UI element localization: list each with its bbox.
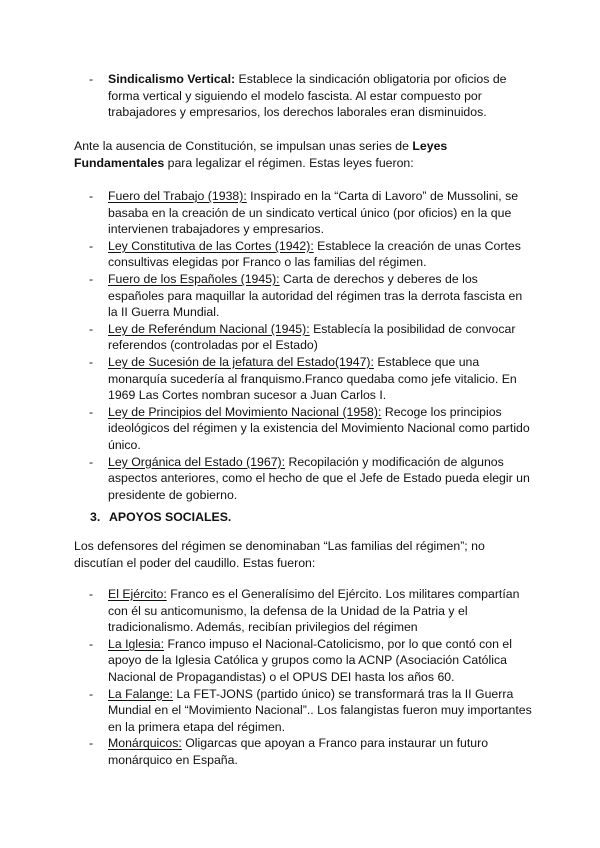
apoyos-sociales-list [74, 586, 534, 769]
apoyo-title: El Ejército: [108, 587, 167, 601]
bullet-dash: - [89, 271, 94, 286]
ley-text: Recoge los principios ideológicos del régimen y la existencia del Movimiento Nacional como partido único. [108, 404, 530, 452]
bullet-dash: - [89, 238, 94, 253]
list-item [74, 735, 534, 768]
apoyo-title: La Iglesia: [108, 636, 165, 651]
bullet-dash: - [89, 736, 94, 751]
list-item [74, 454, 534, 504]
list-item [74, 404, 534, 454]
list-item [74, 71, 534, 121]
ley-text: Establecía la posibilidad de convocar referendos (controladas por el Estado) [108, 321, 516, 353]
apoyo-title: Monárquicos: [108, 736, 182, 751]
bullet-dash: - [89, 72, 94, 86]
ley-text: Inspirado en la “Carta di Lavoro” de Mussolini, se basaba en la creación de un sindicato vertical único (por oficios) en la que intervienen trabajadores y empresarios. [108, 189, 519, 237]
section-number: 3. [90, 510, 101, 524]
leyes-fundamentales-list [74, 188, 534, 503]
intro-bold: Leyes Fundamentales [74, 139, 448, 170]
apoyo-text: Franco impuso el Nacional-Catolicismo, por lo que contó con el apoyo de la Iglesia Católica y grupos como la ACNP (Asociación Católica Nacional de Propagandistas) o el OPUS DEI hasta los años 60. [108, 636, 512, 684]
ley-title: Fuero de los Españoles (1945): [108, 271, 280, 286]
bullet-dash: - [89, 321, 94, 336]
list-item [74, 271, 534, 321]
list-item [74, 636, 534, 686]
section-heading [74, 509, 231, 526]
intro-after: para legalizar el régimen. Estas leyes fueron: [164, 155, 414, 170]
apoyo-title: La Falange: [108, 686, 173, 701]
list-item [74, 686, 534, 736]
ley-title: Fuero del Trabajo (1938): [108, 189, 247, 203]
ley-title: Ley Orgánica del Estado (1967): [108, 454, 286, 469]
bullet-dash: - [89, 354, 94, 369]
ley-title: Ley Constitutiva de las Cortes (1942): [108, 238, 314, 253]
item-text: Establece la sindicación obligatoria por oficios de forma vertical y siguiendo el modelo fascista. Al estar compuesto por trabajadores y empresarios, los derechos laborales eran disminuidos. [108, 72, 507, 120]
list-item [74, 188, 534, 238]
bullet-dash: - [89, 587, 94, 601]
list-item [74, 321, 534, 354]
section-title: APOYOS SOCIALES. [109, 510, 232, 524]
sindicalismo-list [74, 71, 534, 121]
list-item [74, 238, 534, 271]
list-item [74, 586, 534, 636]
apoyo-text: La FET-JONS (partido único) se transformará tras la II Guerra Mundial en el “Movimiento Nacional”.. Los falangistas fueron muy importantes en la primera etapa del régimen. [108, 686, 532, 734]
ley-text: Establece la creación de unas Cortes consultivas elegidas por Franco o las familias del régimen. [108, 238, 521, 270]
bullet-dash: - [89, 454, 94, 469]
apoyos-intro-paragraph: Los defensores del régimen se denominaban “Las familias del régimen”; no discutían el poder del caudillo. Estas fueron: [74, 539, 485, 570]
leyes-intro-paragraph [74, 138, 534, 171]
apoyo-text: Franco es el Generalísimo del Ejército. Los militares compartían con él su anticomunismo, la defensa de la Unidad de la Patria y el tradicionalismo. Además, recibían privilegios del régimen [108, 587, 520, 635]
bullet-dash: - [89, 189, 94, 203]
ley-title: Ley de Principios del Movimiento Nacional (1958): [108, 404, 382, 419]
item-title: Sindicalismo Vertical: [108, 72, 236, 86]
apoyo-text: Oligarcas que apoyan a Franco para instaurar un futuro monárquico en España. [108, 736, 489, 767]
list-item [74, 354, 534, 404]
ley-text: Carta de derechos y deberes de los españoles para maquillar la autoridad del régimen tras la derrota fascista en la II Guerra Mundial. [108, 271, 523, 320]
ley-text: Recopilación y modificación de algunos aspectos anteriores, como el hecho de que el Jefe de Estado pueda elegir un presidente de gobierno. [108, 454, 530, 502]
intro-before: Ante la ausencia de Constitución, se impulsan unas series de [74, 139, 413, 153]
bullet-dash: - [89, 686, 94, 701]
ley-title: Ley de Sucesión de la jefatura del Estado(1947): [108, 354, 374, 369]
bullet-dash: - [89, 636, 94, 651]
bullet-dash: - [89, 404, 94, 419]
ley-title: Ley de Referéndum Nacional (1945): [108, 321, 310, 336]
ley-text: Establece que una monarquía sucedería al franquismo.Franco quedaba como jefe vitalicio. En 1969 Las Cortes nombran sucesor a Juan Carlos I. [108, 354, 517, 403]
